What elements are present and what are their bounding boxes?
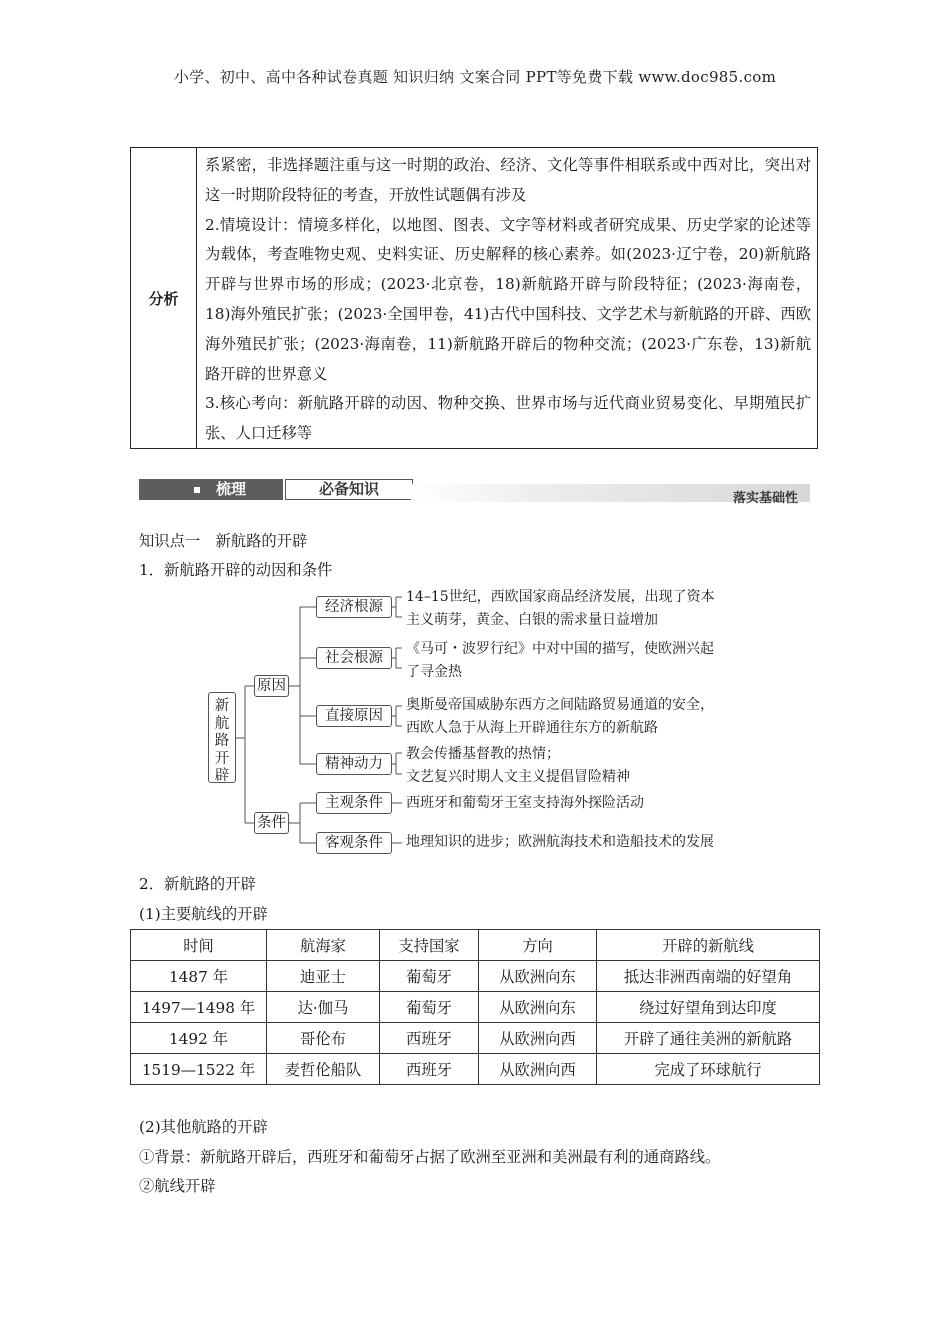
sub-heading-1: (1)主要航线的开辟: [139, 905, 268, 923]
node-spiritual-drive: 精神动力: [316, 753, 392, 775]
node-text-line: 文艺复兴时期人文主义提倡冒险精神: [406, 769, 630, 785]
analysis-paragraph-3: 3.核心考向：新航路开辟的动因、物种交换、世界市场与近代商业贸易变化、早期殖民扩张、人口迁移等: [205, 394, 811, 443]
bracket-4: [392, 753, 402, 774]
table-cell: 1519—1522 年: [131, 1054, 267, 1085]
banner-right-label: 落实基础性: [732, 491, 798, 506]
table-cell: 哥伦布: [267, 1023, 380, 1054]
analysis-paragraph-1: 系紧密，非选择题注重与这一时期的政治、经济、文化等事件相联系或中西对比，突出对这一时期阶段特征的考查，开放性试题偶有涉及: [205, 156, 811, 204]
root-char: 辟: [214, 768, 230, 784]
node-text-line: 主义萌芽，黄金、白银的需求量日益增加: [406, 612, 658, 628]
node-text-line: 教会传播基督教的热情；: [406, 746, 560, 762]
table-row: [131, 961, 820, 992]
root-char: 路: [214, 733, 230, 749]
table-cell: 麦哲伦船队: [267, 1054, 380, 1085]
node-direct-cause: 直接原因: [316, 705, 392, 727]
node-text-subjective: [406, 792, 644, 815]
node-text-spiritual: [406, 743, 630, 789]
root-char: 新: [214, 698, 230, 714]
table-cell: 从欧洲向西: [479, 1054, 597, 1085]
voyages-table: [130, 929, 820, 1085]
banner-box-label: 必备知识: [285, 479, 413, 500]
table-cell: 从欧洲向东: [479, 961, 597, 992]
table-header-cell: 方向: [479, 930, 597, 961]
table-cell: 绕过好望角到达印度: [597, 992, 820, 1023]
table-cell: 葡萄牙: [380, 992, 479, 1023]
table-header-cell: 航海家: [267, 930, 380, 961]
site-header: 小学、初中、高中各种试卷真题 知识归纳 文案合同 PPT等免费下载 www.doc985.com: [173, 68, 777, 86]
table-cell: 1487 年: [131, 961, 267, 992]
table-cell: 西班牙: [380, 1054, 479, 1085]
node-subjective-condition: 主观条件: [316, 792, 392, 814]
node-text-direct: [406, 694, 714, 740]
banner-left-label: 梳理: [216, 480, 247, 498]
table-header-row: [131, 930, 820, 961]
bracket-3: [392, 706, 402, 726]
node-objective-condition: 客观条件: [316, 832, 392, 854]
conditions-box: 条件: [254, 812, 289, 834]
table-cell: 开辟了通往美洲的新航路: [597, 1023, 820, 1054]
root-char: 航: [214, 715, 230, 732]
root-connector: [236, 686, 254, 823]
background-text: ①背景：新航路开辟后，西班牙和葡萄牙占据了欧洲至亚洲和美洲最有利的通商路线。: [139, 1148, 721, 1166]
analysis-label: 分析: [131, 148, 197, 448]
node-social-root: 社会根源: [316, 647, 392, 669]
table-row: [131, 1054, 820, 1085]
table-cell: 抵达非洲西南端的好望角: [597, 961, 820, 992]
node-text-objective: [406, 831, 714, 854]
causes-box: 原因: [254, 675, 289, 697]
node-text-line: 14–15世纪，西欧国家商品经济发展，出现了资本: [406, 589, 715, 605]
item-1-heading: 1．新航路开辟的动因和条件: [139, 561, 333, 579]
node-economic-root: 经济根源: [316, 596, 392, 618]
table-cell: 从欧洲向东: [479, 992, 597, 1023]
table-row: [131, 1023, 820, 1054]
table-cell: 迪亚士: [267, 961, 380, 992]
table-cell: 1497—1498 年: [131, 992, 267, 1023]
analysis-paragraph-2: 2.情境设计：情境多样化，以地图、图表、文字等材料或者研究成果、历史学家的论述等为载体，考查唯物史观、史料实证、历史解释的核心素养。如(2023·辽宁卷，20)新航路开辟与世界市场的形成；(2023·北京卷，18)新航路开辟与阶段特征；(2023·海南卷，18)海外殖民扩张；(2023·全国甲卷，41)古代中国科技、文学艺术与新航路的开辟、西欧海外殖民扩张；(2023·海南卷，11)新航路开辟后的物种交流；(2023·广东卷，13)新航路开辟的世界意义: [205, 215, 811, 383]
node-text-line: 地理知识的进步；欧洲航海技术和造船技术的发展: [406, 834, 714, 850]
diagram-root-box: [208, 692, 236, 783]
node-text-line: 了寻金热: [406, 664, 462, 680]
table-cell: 从欧洲向西: [479, 1023, 597, 1054]
bracket-1: [392, 597, 402, 617]
node-text-economic: [406, 586, 715, 632]
node-text-line: 《马可・波罗行纪》中对中国的描写，使欧洲兴起: [406, 641, 714, 657]
routes-text: ②航线开辟: [139, 1177, 216, 1195]
bracket-2: [392, 648, 402, 668]
table-cell: 完成了环球航行: [597, 1054, 820, 1085]
node-text-line: 西欧人急于从海上开辟通往东方的新航路: [406, 720, 658, 736]
causes-connector: [289, 607, 316, 764]
table-header-cell: 时间: [131, 930, 267, 961]
item-2-heading: 2．新航路的开辟: [139, 875, 256, 893]
table-row: [131, 992, 820, 1023]
table-cell: 1492 年: [131, 1023, 267, 1054]
node-text-line: 西班牙和葡萄牙王室支持海外探险活动: [406, 795, 644, 811]
conditions-connector: [289, 803, 316, 843]
table-header-cell: 开辟的新航线: [597, 930, 820, 961]
table-cell: 西班牙: [380, 1023, 479, 1054]
table-header-cell: 支持国家: [380, 930, 479, 961]
sub-heading-2: (2)其他航路的开辟: [139, 1118, 268, 1136]
node-text-social: [406, 638, 714, 684]
root-char: 开: [214, 750, 230, 767]
table-cell: 达·伽马: [267, 992, 380, 1023]
node-text-line: 奥斯曼帝国威胁东西方之间陆路贸易通道的安全，: [406, 697, 714, 713]
table-cell: 葡萄牙: [380, 961, 479, 992]
knowledge-point-title: 知识点一 新航路的开辟: [139, 532, 308, 550]
